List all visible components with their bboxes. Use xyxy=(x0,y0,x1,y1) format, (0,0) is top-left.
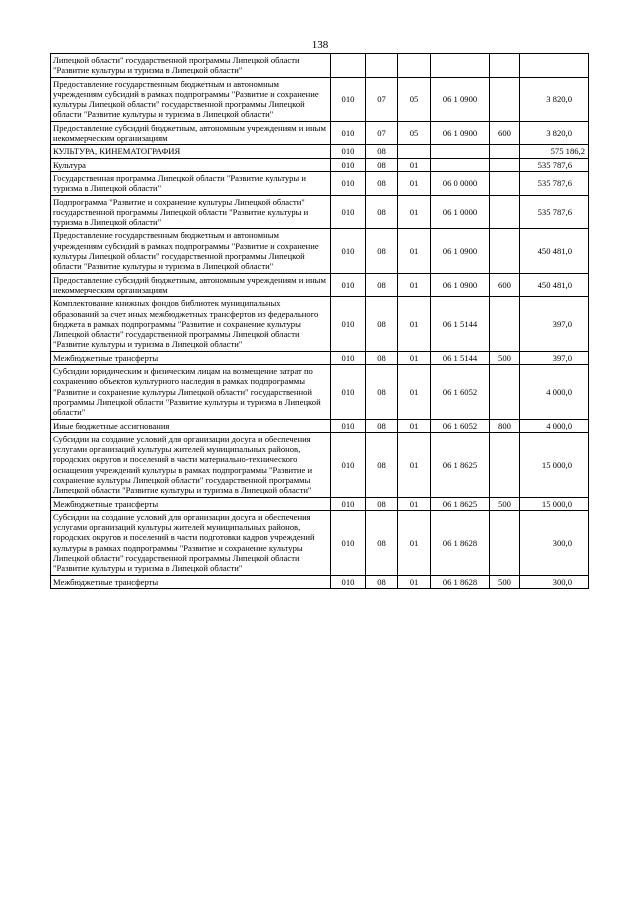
row-section-cell: 08 xyxy=(366,365,398,419)
row-subsection-cell: 01 xyxy=(398,297,431,351)
budget-table xyxy=(50,53,589,589)
row-name-cell: Комплектование книжных фондов библиотек муниципальных образований за счет иных межбюджетных трансфертов из федерального бюджета в рамках подпрограммы "Развитие и сохранение культуры Липецкой области" государственной программы Липецкой области "Развитие культуры и туризма в Липецкой области" xyxy=(51,297,331,351)
row-subsection-cell: 01 xyxy=(398,497,431,510)
row-target-article-cell: 06 1 0000 xyxy=(431,195,490,229)
row-section-cell: 08 xyxy=(366,497,398,510)
table-row xyxy=(51,171,589,195)
table-row xyxy=(51,195,589,229)
row-amount-cell: 4 000,0 xyxy=(520,365,589,419)
row-expense-type-cell: 500 xyxy=(490,351,520,364)
row-section-cell xyxy=(366,54,398,78)
page-number: 138 xyxy=(311,39,329,51)
row-expense-type-cell: 500 xyxy=(490,497,520,510)
row-admin-code-cell: 010 xyxy=(331,419,366,432)
row-section-cell: 07 xyxy=(366,121,398,145)
row-section-cell: 08 xyxy=(366,273,398,297)
row-admin-code-cell: 010 xyxy=(331,351,366,364)
table-row xyxy=(51,273,589,297)
table-row xyxy=(51,297,589,351)
row-amount-cell xyxy=(520,54,589,78)
row-expense-type-cell xyxy=(490,158,520,171)
row-amount-cell: 300,0 xyxy=(520,575,589,588)
row-subsection-cell: 01 xyxy=(398,171,431,195)
row-target-article-cell: 06 1 0900 xyxy=(431,229,490,273)
row-section-cell: 08 xyxy=(366,171,398,195)
row-subsection-cell: 01 xyxy=(398,575,431,588)
row-expense-type-cell xyxy=(490,229,520,273)
row-admin-code-cell: 010 xyxy=(331,145,366,158)
row-name-cell: Предоставление субсидий бюджетным, автономным учреждениям и иным некоммерческим организациям xyxy=(51,121,331,145)
row-subsection-cell: 01 xyxy=(398,351,431,364)
row-section-cell: 07 xyxy=(366,77,398,121)
row-subsection-cell: 01 xyxy=(398,432,431,497)
row-target-article-cell: 06 1 8625 xyxy=(431,497,490,510)
row-subsection-cell: 05 xyxy=(398,121,431,145)
row-amount-cell: 450 481,0 xyxy=(520,273,589,297)
row-name-cell: Субсидии на создание условий для организации досуга и обеспечения услугами организаций культуры жителей муниципальных районов, городских округов и поселений в части материально-технического оснащения учреждений культуры в рамках подпрограммы "Развитие и сохранение культуры Липецкой области" государственной программы Липецкой области "Развитие культуры и туризма в Липецкой области" xyxy=(51,432,331,497)
row-expense-type-cell xyxy=(490,365,520,419)
row-name-cell: Межбюджетные трансферты xyxy=(51,575,331,588)
row-section-cell: 08 xyxy=(366,195,398,229)
row-target-article-cell xyxy=(431,145,490,158)
row-admin-code-cell: 010 xyxy=(331,158,366,171)
table-row xyxy=(51,575,589,588)
row-name-cell: Государственная программа Липецкой области "Развитие культуры и туризма в Липецкой области" xyxy=(51,171,331,195)
row-target-article-cell: 06 1 8628 xyxy=(431,575,490,588)
row-name-cell: Предоставление государственным бюджетным и автономным учреждениям субсидий в рамках подпрограммы "Развитие и сохранение культуры Липецкой области" государственной программы Липецкой области "Развитие культуры и туризма в Липецкой области" xyxy=(51,77,331,121)
row-admin-code-cell: 010 xyxy=(331,121,366,145)
row-expense-type-cell: 500 xyxy=(490,575,520,588)
table-row xyxy=(51,229,589,273)
row-target-article-cell: 06 1 0900 xyxy=(431,273,490,297)
row-admin-code-cell: 010 xyxy=(331,77,366,121)
row-expense-type-cell xyxy=(490,297,520,351)
row-subsection-cell: 01 xyxy=(398,419,431,432)
row-expense-type-cell xyxy=(490,195,520,229)
row-target-article-cell: 06 1 5144 xyxy=(431,351,490,364)
row-section-cell: 08 xyxy=(366,297,398,351)
row-target-article-cell: 06 1 8628 xyxy=(431,510,490,575)
row-admin-code-cell: 010 xyxy=(331,365,366,419)
table-row xyxy=(51,510,589,575)
row-expense-type-cell xyxy=(490,432,520,497)
table-row xyxy=(51,158,589,171)
row-target-article-cell: 06 1 8625 xyxy=(431,432,490,497)
row-name-cell: Иные бюджетные ассигнования xyxy=(51,419,331,432)
row-name-cell: Предоставление государственным бюджетным и автономным учреждениям субсидий в рамках подпрограммы "Развитие и сохранение культуры Липецкой области" государственной программы Липецкой области "Развитие культуры и туризма в Липецкой области" xyxy=(51,229,331,273)
row-section-cell: 08 xyxy=(366,351,398,364)
row-target-article-cell: 06 1 0900 xyxy=(431,121,490,145)
row-target-article-cell: 06 1 6052 xyxy=(431,419,490,432)
row-target-article-cell: 06 1 0900 xyxy=(431,77,490,121)
table-row xyxy=(51,365,589,419)
table-row xyxy=(51,145,589,158)
table-row xyxy=(51,419,589,432)
row-amount-cell: 535 787,6 xyxy=(520,195,589,229)
row-expense-type-cell: 600 xyxy=(490,121,520,145)
row-name-cell: Межбюджетные трансферты xyxy=(51,351,331,364)
row-admin-code-cell: 010 xyxy=(331,432,366,497)
row-amount-cell: 15 000,0 xyxy=(520,432,589,497)
row-subsection-cell xyxy=(398,145,431,158)
row-name-cell: Межбюджетные трансферты xyxy=(51,497,331,510)
row-name-cell: Субсидии юридическим и физическим лицам на возмещение затрат по сохранению объектов культурного наследия в рамках подпрограммы "Развитие и сохранение культуры Липецкой области" государственной программы Липецкой области "Развитие культуры и туризма в Липецкой области" xyxy=(51,365,331,419)
row-subsection-cell xyxy=(398,54,431,78)
row-name-cell: Предоставление субсидий бюджетным, автономным учреждениям и иным некоммерческим организациям xyxy=(51,273,331,297)
row-subsection-cell: 01 xyxy=(398,273,431,297)
row-subsection-cell: 01 xyxy=(398,195,431,229)
row-amount-cell: 535 787,6 xyxy=(520,171,589,195)
row-amount-cell: 3 820,0 xyxy=(520,121,589,145)
row-subsection-cell: 01 xyxy=(398,158,431,171)
row-expense-type-cell xyxy=(490,510,520,575)
row-name-cell: Подпрограмма "Развитие и сохранение культуры Липецкой области" государственной программы Липецкой области "Развитие культуры и туризма в Липецкой области" xyxy=(51,195,331,229)
row-subsection-cell: 05 xyxy=(398,77,431,121)
row-admin-code-cell: 010 xyxy=(331,171,366,195)
row-name-cell: Культура xyxy=(51,158,331,171)
row-section-cell: 08 xyxy=(366,510,398,575)
row-amount-cell: 15 000,0 xyxy=(520,497,589,510)
row-amount-cell: 3 820,0 xyxy=(520,77,589,121)
table-row xyxy=(51,351,589,364)
row-amount-cell: 397,0 xyxy=(520,297,589,351)
table-row xyxy=(51,497,589,510)
row-target-article-cell xyxy=(431,158,490,171)
row-expense-type-cell xyxy=(490,171,520,195)
row-section-cell: 08 xyxy=(366,432,398,497)
row-subsection-cell: 01 xyxy=(398,365,431,419)
row-subsection-cell: 01 xyxy=(398,229,431,273)
row-admin-code-cell: 010 xyxy=(331,575,366,588)
row-admin-code-cell: 010 xyxy=(331,510,366,575)
row-target-article-cell: 06 0 0000 xyxy=(431,171,490,195)
budget-table-body xyxy=(51,54,589,589)
row-expense-type-cell xyxy=(490,77,520,121)
row-amount-cell: 575 186,2 xyxy=(520,145,589,158)
row-section-cell: 08 xyxy=(366,575,398,588)
row-expense-type-cell: 600 xyxy=(490,273,520,297)
row-expense-type-cell: 800 xyxy=(490,419,520,432)
row-admin-code-cell: 010 xyxy=(331,297,366,351)
row-expense-type-cell xyxy=(490,54,520,78)
row-expense-type-cell xyxy=(490,145,520,158)
table-row xyxy=(51,432,589,497)
row-admin-code-cell: 010 xyxy=(331,229,366,273)
row-amount-cell: 397,0 xyxy=(520,351,589,364)
table-row xyxy=(51,77,589,121)
row-admin-code-cell: 010 xyxy=(331,497,366,510)
row-section-cell: 08 xyxy=(366,419,398,432)
row-target-article-cell: 06 1 6052 xyxy=(431,365,490,419)
row-amount-cell: 450 481,0 xyxy=(520,229,589,273)
row-name-cell: КУЛЬТУРА, КИНЕМАТОГРАФИЯ xyxy=(51,145,331,158)
row-admin-code-cell xyxy=(331,54,366,78)
row-name-cell: Субсидии на создание условий для организации досуга и обеспечения услугами организаций культуры жителей муниципальных районов, городских округов и поселений в части подготовки кадров учреждений культуры в рамках подпрограммы "Развитие и сохранение культуры Липецкой области" государственной программы Липецкой области "Развитие культуры и туризма в Липецкой области" xyxy=(51,510,331,575)
row-target-article-cell: 06 1 5144 xyxy=(431,297,490,351)
row-admin-code-cell: 010 xyxy=(331,195,366,229)
row-section-cell: 08 xyxy=(366,229,398,273)
row-admin-code-cell: 010 xyxy=(331,273,366,297)
row-section-cell: 08 xyxy=(366,145,398,158)
row-amount-cell: 300,0 xyxy=(520,510,589,575)
table-row xyxy=(51,121,589,145)
row-amount-cell: 4 000,0 xyxy=(520,419,589,432)
table-row xyxy=(51,54,589,78)
row-amount-cell: 535 787,6 xyxy=(520,158,589,171)
row-subsection-cell: 01 xyxy=(398,510,431,575)
row-section-cell: 08 xyxy=(366,158,398,171)
row-name-cell: Липецкой области" государственной программы Липецкой области "Развитие культуры и туризма в Липецкой области" xyxy=(51,54,331,78)
row-target-article-cell xyxy=(431,54,490,78)
